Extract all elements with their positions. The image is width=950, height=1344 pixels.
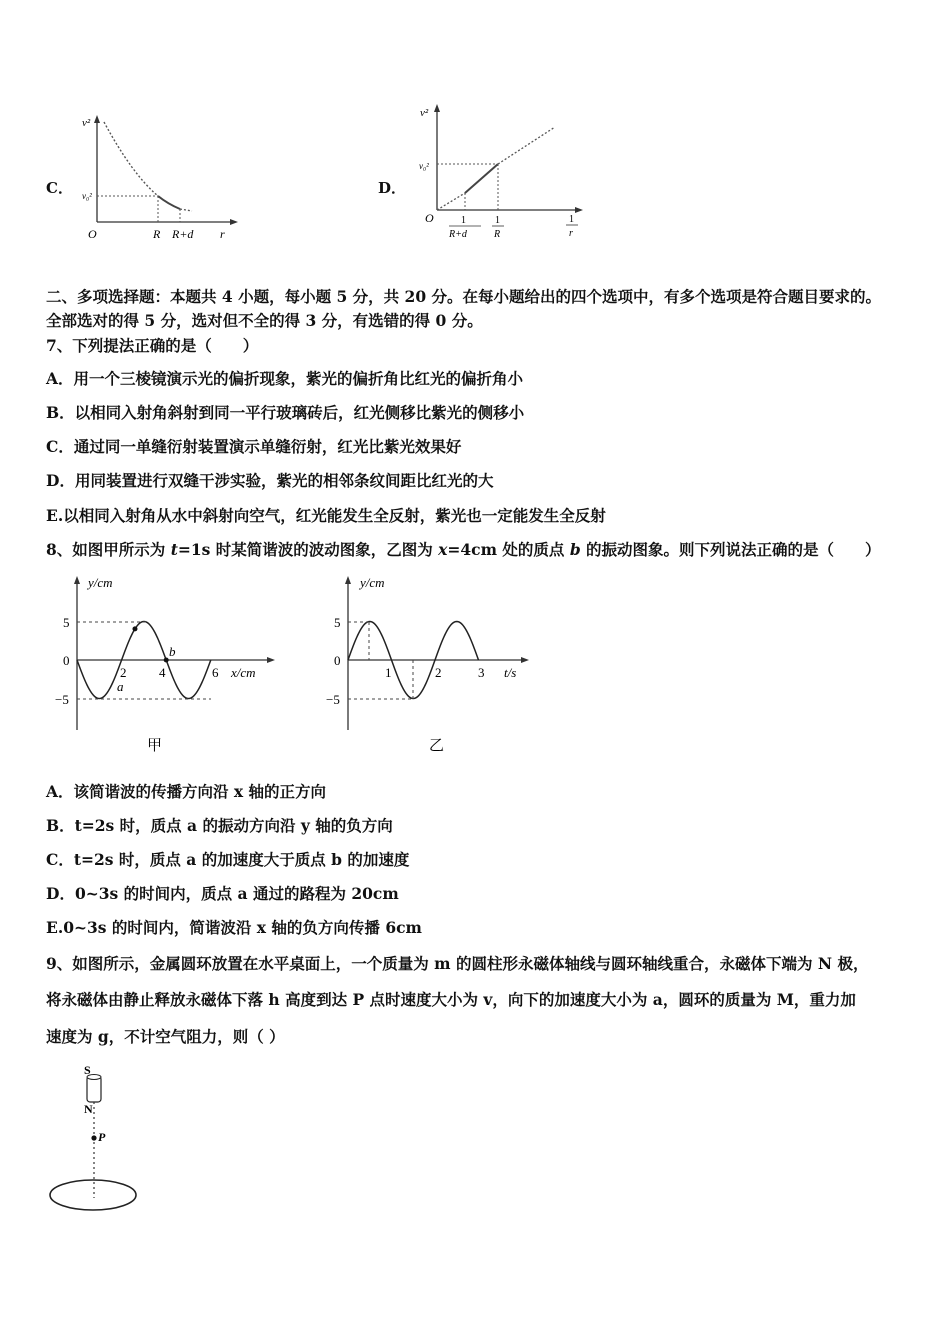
graph-d-v0-label: v₀² (419, 161, 429, 171)
point-p-label: P (98, 1130, 106, 1144)
graph-d-origin: O (425, 211, 434, 225)
yi-tick-2: 2 (435, 665, 442, 680)
yi-tick-3: 3 (478, 665, 485, 680)
graph-d (415, 100, 590, 250)
graph-d-x-num: 1 (569, 214, 574, 225)
graph-d-y-label: v² (420, 107, 429, 119)
graph-d-x-den: r (569, 228, 573, 239)
q7-stem: 7、下列提法正确的是（ ） (46, 336, 259, 355)
q7-option-c: C．通过同一单缝衍射装置演示单缝衍射，红光比紫光效果好 (46, 437, 462, 456)
jia-y-axis: y/cm (88, 575, 113, 590)
graph-d-tick2-num: 1 (495, 215, 500, 226)
q9-line2: 将永磁体由静止释放永磁体下落 h 高度到达 P 点时速度大小为 v，向下的加速度大小为 a，圆环的质量为 M，重力加 (46, 990, 856, 1009)
jia-tick-4: 4 (159, 665, 166, 680)
option-d-label: D． (378, 179, 407, 197)
option-c-label: C． (46, 179, 73, 197)
graph-c (80, 112, 240, 247)
section2-header-line2: 全部选对的得 5 分，选对但不全的得 3 分，有选错的得 0 分。 (46, 311, 483, 330)
magnet-s-label: S (84, 1063, 91, 1077)
graph-jia (44, 570, 284, 760)
q9-line3: 速度为 g，不计空气阻力，则（ ） (46, 1027, 285, 1046)
q9-line1: 9、如图所示，金属圆环放置在水平桌面上，一个质量为 m 的圆柱形永磁体轴线与圆环轴线重合，永磁体下端为 N 极， (46, 954, 869, 973)
magnet-n-label: N (84, 1102, 93, 1116)
jia-caption: 甲 (147, 738, 163, 754)
q8-option-e: E.0~3s 的时间内，简谐波沿 x 轴的负方向传播 6cm (46, 918, 422, 937)
q7-option-d: D．用同装置进行双缝干涉实验，紫光的相邻条纹间距比红光的大 (46, 471, 494, 490)
jia-point-a-label: a (117, 679, 124, 694)
q7-option-e: E.以相同入射角从水中斜射向空气，红光能发生全反射，紫光也一定能发生全反射 (46, 506, 606, 525)
q8-option-d: D．0~3s 的时间内，质点 a 通过的路程为 20cm (46, 884, 399, 903)
yi-x-axis: t/s (504, 665, 517, 680)
jia-tick-6: 6 (212, 665, 219, 680)
graph-yi (310, 570, 550, 760)
graph-d-tick2-den: R (494, 229, 501, 240)
yi-tick-5: 5 (334, 615, 341, 630)
graph-c-v0-label: v₀² (82, 191, 92, 201)
metal-ring (50, 1180, 136, 1210)
graph-d-tick1-den: R+d (449, 229, 467, 240)
q8-option-b: B．t=2s 时，质点 a 的振动方向沿 y 轴的负方向 (46, 816, 393, 835)
graph-d-tick1-num: 1 (461, 215, 466, 226)
magnet-ring-figure (40, 1058, 150, 1223)
jia-tick-0: 0 (63, 653, 70, 668)
graph-c-y-label: v² (82, 117, 91, 129)
graph-c-origin: O (88, 227, 97, 241)
jia-x-axis: x/cm (231, 665, 256, 680)
graph-c-x-label: r (220, 227, 225, 241)
yi-tick-neg5: −5 (326, 692, 340, 707)
jia-tick-2: 2 (120, 665, 127, 680)
yi-tick-0: 0 (334, 653, 341, 668)
q8-stem: 8、如图甲所示为 t=1s 时某简谐波的波动图象，乙图为 x=4cm 处的质点 b 的振动图象。则下列说法正确的是（ ） (46, 540, 881, 559)
yi-caption: 乙 (429, 738, 445, 754)
q8-option-a: A．该简谐波的传播方向沿 x 轴的正方向 (46, 782, 327, 801)
yi-y-axis: y/cm (360, 575, 385, 590)
graph-c-tick-r: R (153, 227, 161, 241)
q7-option-b: B．以相同入射角斜射到同一平行玻璃砖后，红光侧移比紫光的侧移小 (46, 403, 525, 422)
q8-option-c: C．t=2s 时，质点 a 的加速度大于质点 b 的加速度 (46, 850, 410, 869)
section2-header-line1: 二、多项选择题：本题共 4 小题，每小题 5 分，共 20 分。在每小题给出的四个选项中，有多个选项是符合题目要求的。 (46, 287, 882, 306)
jia-point-b-label: b (169, 644, 176, 659)
graph-c-tick-rd: R+d (172, 227, 194, 241)
jia-tick-neg5: −5 (55, 692, 69, 707)
yi-tick-1: 1 (385, 665, 392, 680)
jia-tick-5: 5 (63, 615, 70, 630)
q7-option-a: A．用一个三棱镜演示光的偏折现象，紫光的偏折角比红光的偏折角小 (46, 369, 524, 388)
point-p (91, 1135, 96, 1140)
